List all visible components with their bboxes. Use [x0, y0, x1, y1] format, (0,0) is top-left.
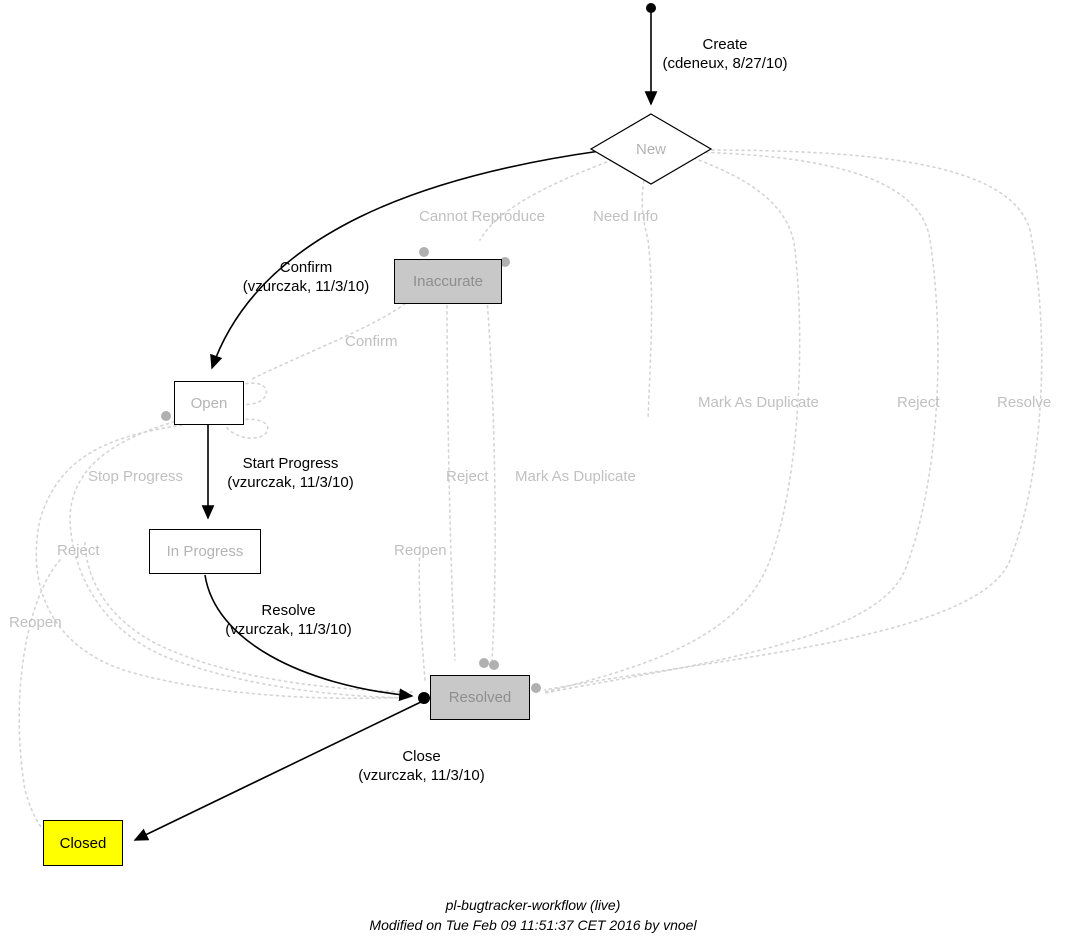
transition-create-meta: (cdeneux, 8/27/10): [662, 55, 788, 72]
diagram-subtitle: Modified on Tue Feb 09 11:51:37 CET 2016 by vnoel: [369, 917, 697, 933]
transition-create-name: Create: [702, 36, 748, 53]
transition-label-reject-right: Reject: [897, 394, 940, 411]
transition-start-progress-meta: (vzurczak, 11/3/10): [227, 474, 354, 491]
transition-label-reject-left: Reject: [57, 542, 100, 559]
transition-resolve-meta: (vzurczak, 11/3/10): [225, 621, 352, 638]
transition-label-mark-as-duplicate-mid: Mark As Duplicate: [515, 468, 636, 485]
transition-close-meta: (vzurczak, 11/3/10): [358, 767, 485, 784]
transition-label-reopen-left: Reopen: [9, 614, 62, 631]
node-new[interactable]: [589, 112, 713, 186]
transition-label-close: [340, 747, 503, 785]
node-open[interactable]: [174, 381, 244, 425]
transition-label-stop-progress: Stop Progress: [88, 468, 184, 485]
node-new-label: New: [635, 140, 666, 158]
start-node: [646, 3, 656, 13]
node-resolved[interactable]: [430, 675, 530, 720]
transition-label-start-progress: [213, 454, 368, 492]
node-in-progress[interactable]: [149, 529, 261, 574]
resolved-connector-dot: [418, 692, 430, 704]
transition-label-confirm: [225, 258, 387, 296]
transition-label-reject-mid: Reject: [446, 468, 489, 485]
node-in-progress-label: In Progress: [166, 543, 244, 560]
transition-confirm-name: Confirm: [279, 259, 333, 276]
transition-close-name: Close: [402, 748, 441, 765]
transition-label-need-info: Need Info: [593, 208, 659, 225]
diagram-footer: [0, 895, 1066, 935]
transition-label-resolve: [210, 601, 367, 639]
transition-label-reopen-mid: Reopen: [394, 542, 447, 559]
node-resolved-label: Resolved: [448, 689, 512, 706]
transition-label-confirm-ghost: Confirm: [345, 333, 398, 350]
node-open-label: Open: [190, 394, 228, 412]
node-inaccurate-label: Inaccurate: [412, 273, 484, 290]
transition-label-cannot-reproduce: Cannot Reproduce: [419, 208, 545, 225]
node-closed-label: Closed: [59, 834, 107, 852]
node-inaccurate[interactable]: [394, 259, 502, 304]
node-closed[interactable]: [43, 820, 123, 866]
transition-label-resolve-right: Resolve: [997, 394, 1052, 411]
transition-resolve-name: Resolve: [261, 602, 316, 619]
diagram-title: pl-bugtracker-workflow (live): [445, 897, 621, 913]
transition-label-mark-as-duplicate-right: Mark As Duplicate: [698, 394, 819, 411]
transition-confirm-meta: (vzurczak, 11/3/10): [242, 278, 370, 295]
transition-label-create: [645, 35, 805, 73]
transition-start-progress-name: Start Progress: [242, 455, 339, 472]
